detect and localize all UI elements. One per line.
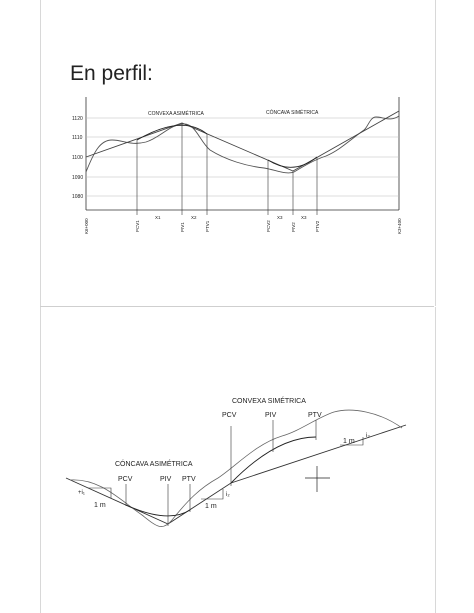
y-tick-label: 1120 [72,116,83,122]
y-tick-label: 1110 [72,135,83,141]
slide-title: En perfil: [70,62,153,85]
convexa-asimetrica-label: CONVEXA ASIMÉTRICA [148,111,204,117]
terrain-line [86,116,399,173]
segment-label-x1: X1 [155,215,161,220]
station-label-piv2: PIV2 [291,222,296,232]
convex-markers [231,420,316,486]
unit-label-left: 1 m [94,502,106,509]
station-end-label: K3+400 [397,218,402,234]
y-tick-label: 1090 [72,175,84,181]
convexa-simetrica-label: CONVEXA SIMÉTRICA [232,398,306,405]
convex-vertical-curve [231,437,316,483]
station-label-ptv2: PTV2 [315,220,320,232]
tangent-line [86,111,399,171]
segment-label-x3: X3 [301,215,307,220]
convexa-piv-label: PIV [265,412,277,419]
y-tick-label: 1100 [72,155,83,161]
station-start-label: K6+000 [84,218,89,234]
profile-chart [72,97,402,234]
y-tick-label: 1080 [72,194,84,200]
vertical-curves-schematic [66,396,406,527]
slope-i1-label: +i₁ [78,490,85,496]
station-label-pcv2: PCV2 [266,220,271,232]
slope-triangles [88,437,363,499]
station-label-piv1: PIV1 [180,222,185,232]
terrain-line [70,410,402,526]
slope-i2-label: i₂ [226,492,230,498]
concave-vertical-curve [268,157,317,167]
concava-piv-label: PIV [160,476,172,483]
slope-i3-label: i₃ [366,433,370,439]
concava-asimetrica-label: CÓNCAVA ASIMÉTRICA [115,461,193,468]
grade-tangent-line [66,425,406,524]
grid-lines [86,118,399,196]
station-label-pcv1: PCV1 [135,220,140,232]
concava-ptv-label: PTV [182,476,196,483]
unit-label-mid: 1 m [205,503,217,510]
crosshair-icon [305,466,330,492]
segment-label-x3: X3 [277,215,283,220]
convexa-ptv-label: PTV [308,412,322,419]
concava-simetrica-label: CÓNCAVA SIMÉTRICA [266,110,319,116]
concava-pcv-label: PCV [118,476,133,483]
segment-label-x2: X2 [191,215,197,220]
convexa-pcv-label: PCV [222,412,237,419]
station-label-ptv1: PTV1 [205,220,210,232]
unit-label-right: 1 m [343,438,355,445]
